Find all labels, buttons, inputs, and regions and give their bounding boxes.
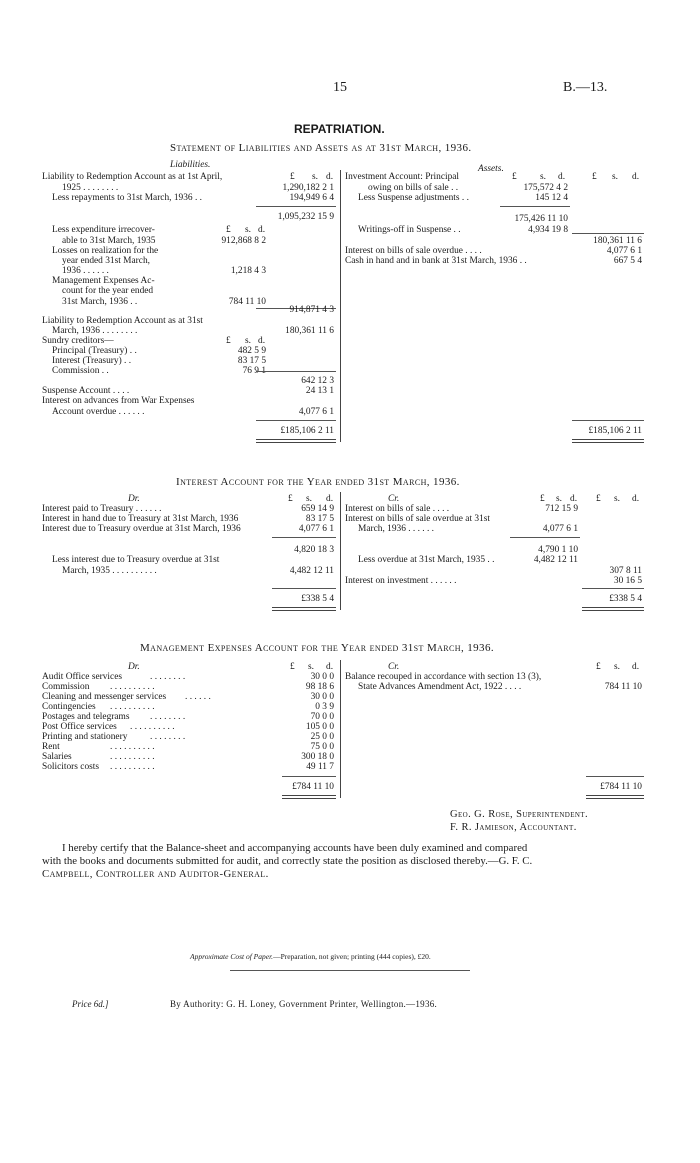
interest-dr-line: Interest paid to Treasury . . . . . . xyxy=(42,504,162,514)
management-account-heading: Management Expenses Account for the Year ended 31st March, 1936. xyxy=(140,642,495,654)
creditors-sub-amount: 482 5 9 xyxy=(237,346,266,356)
creditors-sub-header-shillings: s. xyxy=(245,336,251,346)
double-rule xyxy=(256,439,336,443)
expense-amount: 25 0 0 xyxy=(310,732,334,742)
liabilities-line: Losses on realization for the xyxy=(52,246,159,256)
expense-leader: . . . . . . . . . . xyxy=(110,762,155,772)
interest-dr-amount: 83 17 5 xyxy=(305,514,334,524)
management-dr-col-pound: £ xyxy=(290,662,295,672)
interest-cr-sub-pence: d. xyxy=(570,494,578,504)
interest-cr-col-pence: d. xyxy=(632,494,640,504)
management-dr-label: Dr. xyxy=(128,662,140,672)
liabilities-line: Commission . . xyxy=(52,366,109,376)
liabilities-line: Interest (Treasury) . . xyxy=(52,356,132,366)
document-title: REPATRIATION. xyxy=(294,122,385,136)
expense-leader: . . . . . . . . xyxy=(150,672,186,682)
assets-line: owing on bills of sale . . xyxy=(368,183,459,193)
liabilities-amount: 180,361 11 6 xyxy=(285,326,334,336)
interest-cr-sub-amount: 4,077 6 1 xyxy=(542,524,578,534)
liabilities-line: Less repayments to 31st March, 1936 . . xyxy=(52,193,202,203)
double-rule xyxy=(282,795,336,799)
management-dr-total: £784 11 10 xyxy=(292,782,334,792)
double-rule xyxy=(572,439,644,443)
liabilities-line: March, 1936 . . . . . . . . xyxy=(52,326,138,336)
assets-col-header-shillings: s. xyxy=(612,172,618,182)
liabilities-amount: 914,871 4 3 xyxy=(289,305,334,315)
interest-cr-sub-amount: 4,790 1 10 xyxy=(538,545,578,555)
rule xyxy=(256,371,336,372)
expense-label: Cleaning and messenger services xyxy=(42,692,167,702)
assets-total: £185,106 2 11 xyxy=(588,426,642,436)
creditors-sub-amount: 83 17 5 xyxy=(237,356,266,366)
assets-sub-header-shillings: s. xyxy=(540,172,546,182)
creditors-sub-amount: 76 9 1 xyxy=(242,366,266,376)
management-dr-col-shillings: s. xyxy=(308,662,314,672)
price: Price 6d.] xyxy=(72,999,109,1009)
liabilities-sub-header-pound: £ xyxy=(226,225,231,235)
interest-cr-line: March, 1936 . . . . . . xyxy=(358,524,435,534)
assets-col-header-pence: d. xyxy=(632,172,640,182)
cost-text: —Preparation, not given; printing (444 copies), £20. xyxy=(273,952,431,961)
interest-cr-line: Interest on investment . . . . . . xyxy=(345,576,457,586)
rule xyxy=(272,588,336,589)
statement-heading: Statement of Liabilities and Assets as at 31st March, 1936. xyxy=(170,142,472,154)
printer-authority: By Authority: G. H. Loney, Government Printer, Wellington.—1936. xyxy=(170,999,438,1009)
liabilities-amount: 194,949 6 4 xyxy=(289,193,334,203)
assets-amount: 667 5 4 xyxy=(613,256,642,266)
interest-cr-sub-shillings: s. xyxy=(556,494,562,504)
liabilities-line: Less expenditure irrecover- xyxy=(52,225,155,235)
rule xyxy=(572,420,644,421)
double-rule xyxy=(272,607,336,611)
cost-note xyxy=(190,952,431,961)
liabilities-sub-amount: 784 11 10 xyxy=(228,297,266,307)
rule xyxy=(572,233,644,234)
liabilities-sub-header-shillings: s. xyxy=(245,225,251,235)
liabilities-label: Liabilities. xyxy=(170,160,211,170)
signature-superintendent: Geo. G. Rose, Superintendent. xyxy=(450,809,589,820)
interest-dr-line: Less interest due to Treasury overdue at 31st xyxy=(52,555,220,565)
creditors-sub-header-pence: d. xyxy=(258,336,266,346)
double-rule xyxy=(586,795,644,799)
expense-amount: 49 11 7 xyxy=(306,762,334,772)
liabilities-col-header-pence: d. xyxy=(326,172,334,182)
interest-dr-line: Interest in hand due to Treasury at 31st March, 1936 xyxy=(42,514,239,524)
interest-account-heading: Interest Account for the Year ended 31st March, 1936. xyxy=(176,476,460,488)
interest-cr-sub-amount: 712 15 9 xyxy=(545,504,578,514)
interest-cr-line: Interest on bills of sale overdue at 31st xyxy=(345,514,491,524)
footer-rule xyxy=(230,970,470,971)
management-cr-label: Cr. xyxy=(388,662,400,672)
liabilities-amount: 1,290,182 2 1 xyxy=(282,183,334,193)
liabilities-sub-header-pence: d. xyxy=(258,225,266,235)
assets-sub-amount: 145 12 4 xyxy=(535,193,568,203)
liabilities-line: Sundry creditors— xyxy=(42,336,114,346)
interest-cr-col-shillings: s. xyxy=(614,494,620,504)
double-rule xyxy=(582,607,644,611)
interest-cr-label: Cr. xyxy=(388,494,400,504)
signature-accountant: F. R. Jamieson, Accountant. xyxy=(450,822,577,833)
liabilities-line: year ended 31st March, xyxy=(62,256,150,266)
liabilities-line: Management Expenses Ac- xyxy=(52,276,155,286)
expense-label: Post Office services xyxy=(42,722,117,732)
liabilities-line: Interest on advances from War Expenses xyxy=(42,396,195,406)
expense-label: Contingencies xyxy=(42,702,96,712)
liabilities-line: 1936 . . . . . . xyxy=(62,266,109,276)
management-cr-line: State Advances Amendment Act, 1922 . . . . xyxy=(358,682,522,692)
interest-dr-amount: 4,482 12 11 xyxy=(289,566,334,576)
assets-line: Investment Account: Principal xyxy=(345,172,460,182)
expense-label: Postages and telegrams xyxy=(42,712,130,722)
expense-leader: . . . . . . . . . . xyxy=(110,742,155,752)
expense-label: Printing and stationery xyxy=(42,732,128,742)
rule xyxy=(582,588,644,589)
expense-amount: 30 0 0 xyxy=(310,672,334,682)
rule xyxy=(282,776,336,777)
liabilities-line: 1925 . . . . . . . . xyxy=(62,183,119,193)
liabilities-line: Suspense Account . . . . xyxy=(42,386,130,396)
assets-line: Less Suspense adjustments . . xyxy=(358,193,469,203)
expense-leader: . . . . . . . . xyxy=(150,732,186,742)
liabilities-col-header-shillings: s. xyxy=(312,172,318,182)
management-cr-col-pound: £ xyxy=(596,662,601,672)
expense-amount: 105 0 0 xyxy=(305,722,334,732)
expense-label: Solicitors costs xyxy=(42,762,100,772)
certificate-line: I hereby certify that the Balance-sheet and accompanying accounts have been duly examined and compared xyxy=(62,842,528,854)
management-cr-col-pence: d. xyxy=(632,662,640,672)
assets-line: Cash in hand and in bank at 31st March, 1936 . . xyxy=(345,256,527,266)
liabilities-line: Liability to Redemption Account as at 1st April, xyxy=(42,172,223,182)
interest-divider xyxy=(340,492,341,610)
expense-leader: . . . . . . . . xyxy=(150,712,186,722)
rule xyxy=(586,776,644,777)
expense-amount: 98 18 6 xyxy=(305,682,334,692)
expense-leader: . . . . . . . . . . xyxy=(130,722,175,732)
rule xyxy=(256,420,336,421)
interest-cr-amount: 30 16 5 xyxy=(613,576,642,586)
liabilities-amount: 4,077 6 1 xyxy=(298,407,334,417)
interest-dr-amount: 4,820 18 3 xyxy=(294,545,334,555)
interest-cr-line: Less overdue at 31st March, 1935 . . xyxy=(358,555,495,565)
interest-dr-col-pound: £ xyxy=(288,494,293,504)
expense-amount: 75 0 0 xyxy=(310,742,334,752)
interest-dr-line: March, 1935 . . . . . . . . . . xyxy=(62,566,157,576)
assets-col-header-pound: £ xyxy=(592,172,597,182)
expense-label: Rent xyxy=(42,742,60,752)
creditors-sub-header-pound: £ xyxy=(226,336,231,346)
expense-amount: 0 3 9 xyxy=(315,702,334,712)
interest-cr-col-pound: £ xyxy=(596,494,601,504)
liabilities-sub-amount: 1,218 4 3 xyxy=(230,266,266,276)
liabilities-amount: 24 13 1 xyxy=(305,386,334,396)
expense-amount: 70 0 0 xyxy=(310,712,334,722)
expense-leader: . . . . . . . . . . xyxy=(110,752,155,762)
interest-dr-line: Interest due to Treasury overdue at 31st March, 1936 xyxy=(42,524,241,534)
assets-sub-header-pence: d. xyxy=(558,172,566,182)
liabilities-line: Account overdue . . . . . . xyxy=(52,407,145,417)
assets-line: Writings-off in Suspense . . xyxy=(358,225,461,235)
rule xyxy=(510,537,580,538)
expense-leader: . . . . . . . . . . xyxy=(110,702,155,712)
management-dr-col-pence: d. xyxy=(326,662,334,672)
assets-sub-amount: 175,426 11 10 xyxy=(514,214,568,224)
interest-dr-total: £338 5 4 xyxy=(301,594,334,604)
interest-dr-col-pence: d. xyxy=(326,494,334,504)
assets-line: Interest on bills of sale overdue . . . . xyxy=(345,246,482,256)
management-cr-line: Balance recouped in accordance with section 13 (3), xyxy=(345,672,542,682)
certificate-line: with the books and documents submitted for audit, and correctly state the position as disclosed thereby.—G. F. C. xyxy=(42,855,533,867)
expense-leader: . . . . . . . . . . xyxy=(110,682,155,692)
assets-label: Assets. xyxy=(478,164,504,174)
expense-leader: . . . . . . xyxy=(185,692,211,702)
liabilities-line: 31st March, 1936 . . xyxy=(62,297,138,307)
page-number: 15 xyxy=(333,80,347,95)
management-cr-col-shillings: s. xyxy=(614,662,620,672)
assets-sub-amount: 4,934 19 8 xyxy=(528,225,568,235)
expense-label: Audit Office services xyxy=(42,672,123,682)
liabilities-col-header-pound: £ xyxy=(290,172,295,182)
interest-dr-label: Dr. xyxy=(128,494,140,504)
interest-cr-total: £338 5 4 xyxy=(609,594,642,604)
expense-amount: 300 18 0 xyxy=(301,752,334,762)
interest-cr-sub-amount: 4,482 12 11 xyxy=(533,555,578,565)
management-cr-amount: 784 11 10 xyxy=(604,682,642,692)
liabilities-line: Liability to Redemption Account as at 31st xyxy=(42,316,203,326)
assets-sub-amount: 175,572 4 2 xyxy=(523,183,568,193)
rule xyxy=(256,206,336,207)
assets-sub-header-pound: £ xyxy=(512,172,517,182)
interest-cr-amount: 307 8 11 xyxy=(609,566,642,576)
management-divider xyxy=(340,660,341,798)
certificate-line: Campbell, Controller and Auditor-General. xyxy=(42,868,269,880)
rule xyxy=(272,537,336,538)
interest-dr-amount: 4,077 6 1 xyxy=(298,524,334,534)
expense-label: Salaries xyxy=(42,752,72,762)
liabilities-line: able to 31st March, 1935 xyxy=(62,236,156,246)
expense-amount: 30 0 0 xyxy=(310,692,334,702)
interest-dr-amount: 659 14 9 xyxy=(301,504,334,514)
expense-label: Commission xyxy=(42,682,90,692)
liabilities-amount: 642 12 3 xyxy=(301,376,334,386)
liabilities-sub-amount: 912,868 8 2 xyxy=(221,236,266,246)
cost-label: Approximate Cost of Paper. xyxy=(190,952,274,961)
assets-amount: 180,361 11 6 xyxy=(593,236,642,246)
liabilities-line: Principal (Treasury) . . xyxy=(52,346,137,356)
management-cr-total: £784 11 10 xyxy=(600,782,642,792)
liabilities-total: £185,106 2 11 xyxy=(280,426,334,436)
assets-amount: 4,077 6 1 xyxy=(606,246,642,256)
interest-cr-sub-pound: £ xyxy=(540,494,545,504)
document-reference: B.—13. xyxy=(563,80,608,95)
interest-cr-line: Interest on bills of sale . . . . xyxy=(345,504,450,514)
rule xyxy=(500,206,570,207)
liabilities-line: count for the year ended xyxy=(62,286,154,296)
statement-divider xyxy=(340,170,341,442)
liabilities-amount: 1,095,232 15 9 xyxy=(277,212,334,222)
interest-dr-col-shillings: s. xyxy=(306,494,312,504)
